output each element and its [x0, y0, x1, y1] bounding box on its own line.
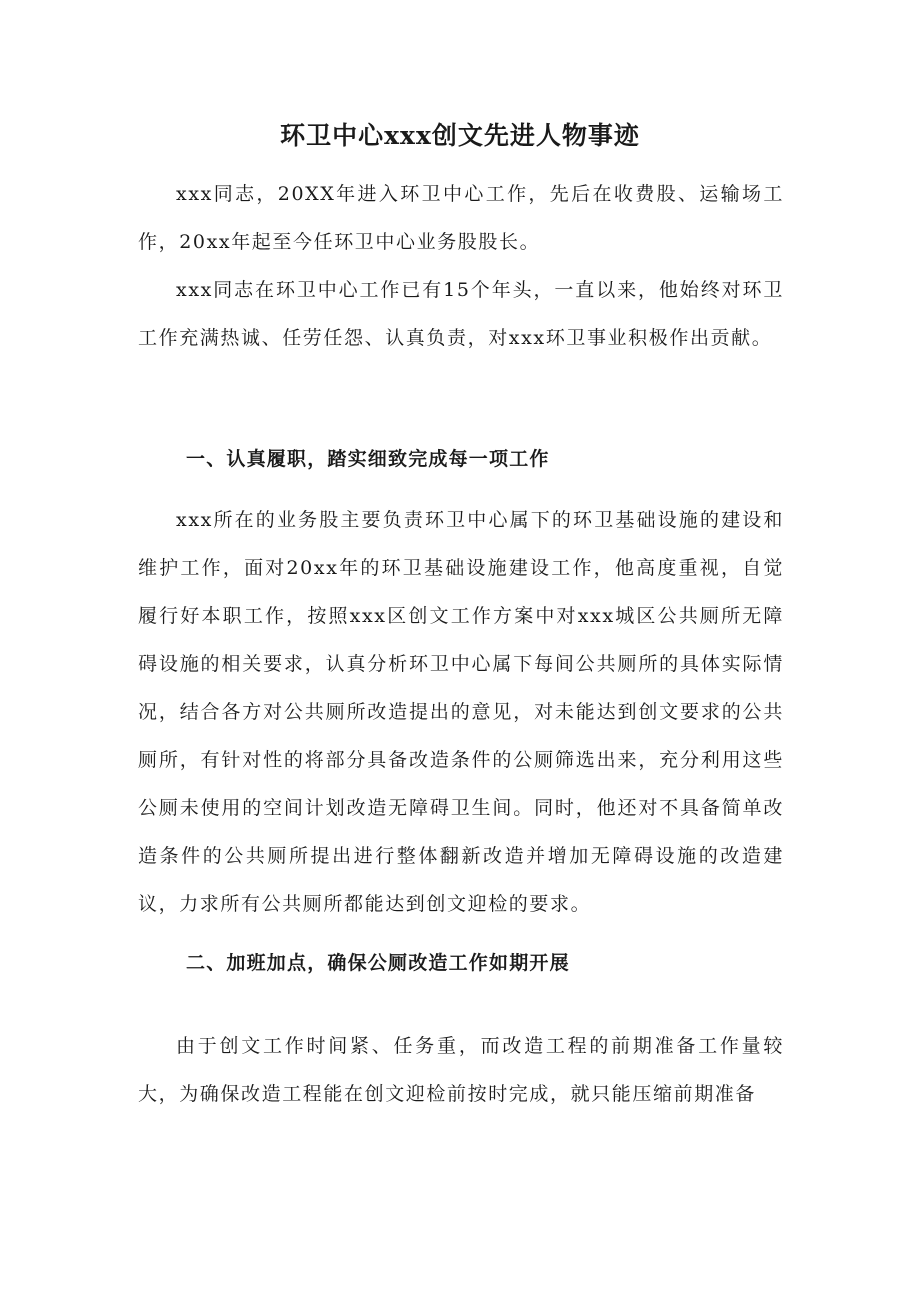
- paragraph-intro: xxx同志，20XX年进入环卫中心工作，先后在收费股、运输场工作，20xx年起至今任环卫中心业务股股长。: [138, 183, 784, 253]
- paragraph-section-1: xxx所在的业务股主要负责环卫中心属下的环卫基础设施的建设和维护工作，面对20xx年的环卫基础设施建设工作，他高度重视，自觉履行好本职工作，按照xxx区创文工作方案中对xxx城区公共厕所无障碍设施的相关要求，认真分析环卫中心属下每间公共厕所的具体实际情况，结合各方对公共厕所改造提出的意见，对未能达到创文要求的公共厕所，有针对性的将部分具备改造条件的公厕筛选出来，充分利用这些公厕未使用的空间计划改造无障碍卫生间。同时，他还对不具备简单改造条件的公共厕所提出进行整体翻新改造并增加无障碍设施的改造建议，力求所有公共厕所都能达到创文迎检的要求。: [138, 509, 784, 915]
- section-heading-1: 一、认真履职，踏实细致完成每一项工作: [186, 448, 550, 470]
- paragraph-service: xxx同志在环卫中心工作已有15个年头，一直以来，他始终对环卫工作充满热诚、任劳任怨、认真负责，对xxx环卫事业积极作出贡献。: [138, 279, 784, 349]
- section-heading-2: 二、加班加点，确保公厕改造工作如期开展: [186, 952, 570, 974]
- paragraph-section-2: 由于创文工作时间紧、任务重，而改造工程的前期准备工作量较大，为确保改造工程能在创文迎检前按时完成，就只能压缩前期准备: [138, 1035, 784, 1105]
- document-title: 环卫中心xxx创文先进人物事迹: [280, 121, 640, 150]
